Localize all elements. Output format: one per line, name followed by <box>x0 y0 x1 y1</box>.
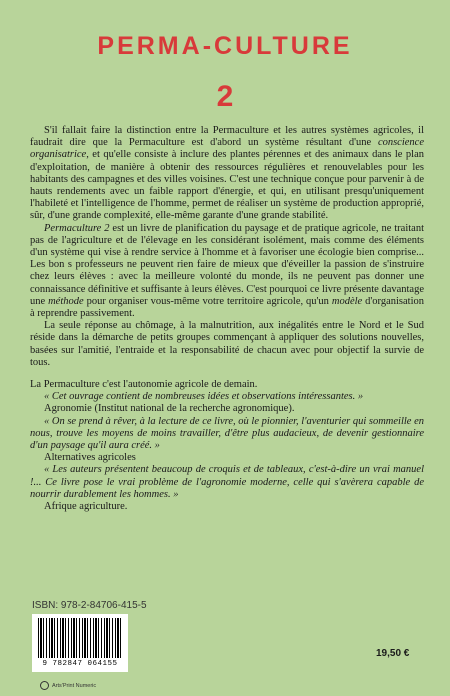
review-source: Alternatives agricoles <box>44 452 136 464</box>
paragraph-1: S'il fallait faire la distinction entre la Permaculture et les autres systèmes agricoles, il faudrait dire que la Permaculture est d'abord un système résultant d'une conscience organisatrice, et qu'elle consiste à inclure des plantes pérennes et des animaux dans le plan d'exploitation, de manière à obtenir des ressources régulières et renouvelables pour les habitants des campagnes et des villes voisines. C'est une technique conçue pour parvenir à de hauts rendements avec un faible rapport d'énergie, et qui, en utilisant presqu'uniquement l'habileté et l'intelligence de l'homme, permet de réaliser un système de production approprié, sûr, d'une grande complexité, elle-même garante d'une grande stabilité. <box>30 125 424 222</box>
price: 19,50 € <box>376 648 410 659</box>
publisher-imprint: Arts'Print Numeric <box>40 681 96 690</box>
book-title: PERMA-CULTURE <box>97 32 353 60</box>
paragraph-3: La seule réponse au chômage, à la malnutrition, aux inégalités entre le Nord et le Sud réside dans la démarche de petits groupes commençant à appliquer des solutions nouvelles, basées sur l'amitié, l'entraide et la responsabilité de chacun avec pour objectif la survie de tous. <box>30 320 424 368</box>
tagline: La Permaculture c'est l'autonomie agricole de demain. <box>30 379 258 391</box>
review-source: Agronomie (Institut national de la recherche agronomique). <box>44 403 295 415</box>
barcode-bars <box>38 618 122 658</box>
review-quote: « Cet ouvrage contient de nombreuses idées et observations intéressantes. » <box>44 391 364 403</box>
barcode <box>32 614 128 672</box>
paragraph-2: Permaculture 2 est un livre de planification du paysage et de pratique agricole, ne traitant pas de l'agriculture et de l'élevage en les considérant isolément, mais comme des éléments d'un système qui vise à rendre service à l'homme et à favoriser une écologie bien comprise... Les bon s professeurs ne peuvent rien faire de mieux que d'éveiller la passion de s'instruire chez leurs élèves : avec la meilleure volonté du monde, ils ne peuvent pas donner une connaissance définitive et suffisante à leurs élèves. C'est pourquoi ce livre présente davantage une méthode pour organiser vous-même votre territoire agricole, qu'un modèle d'organisation à reprendre passivement. <box>30 222 424 320</box>
review-source: Afrique agriculture. <box>44 501 128 513</box>
review-quote: « Les auteurs présentent beaucoup de croquis et de tableaux, c'est-à-dire un vrai manuel !... Ce livre pose le vrai problème de l'agronomie moderne, celle qui s'avèrera capable de nourrir durablement les hommes. » <box>30 464 424 500</box>
publisher-logo-icon <box>40 681 49 690</box>
isbn: ISBN: 978-2-84706-415-5 <box>32 600 147 611</box>
barcode-digits: 9 782847 064155 <box>42 660 118 668</box>
review-quote: « On se prend à rêver, à la lecture de ce livre, où le pionnier, l'aventurier qui sommeille en nous, trouve les moyens de moins travailler, d'être plus audacieux, de devenir gestionnaire d'un paysage qu'il aura créé. » <box>30 415 424 452</box>
back-cover-text <box>30 125 424 513</box>
volume-number: 2 <box>216 80 234 113</box>
